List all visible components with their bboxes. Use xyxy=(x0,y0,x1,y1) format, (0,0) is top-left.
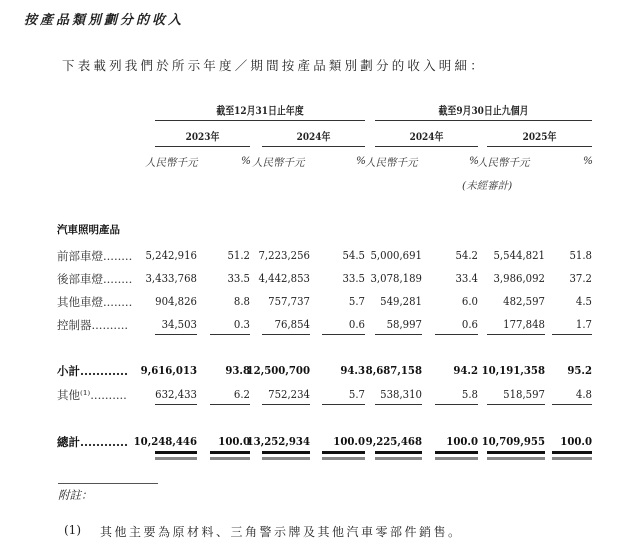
unit-percent: % xyxy=(356,155,366,167)
table-cell: 8.8 xyxy=(233,294,250,308)
table-cell: 5,544,821 xyxy=(493,248,545,262)
table-cell: 9,225,468 xyxy=(365,434,422,448)
table-cell: 1.7 xyxy=(575,317,592,331)
note-marker: (1) xyxy=(64,523,81,537)
total-double-rule xyxy=(210,451,250,457)
table-cell: 752,234 xyxy=(268,387,310,401)
table-cell: 51.2 xyxy=(227,248,250,262)
table-cell: 4,442,853 xyxy=(258,271,310,285)
total-double-rule xyxy=(435,451,478,457)
unaudited-note: (未經審計) xyxy=(462,180,513,192)
table-cell: 538,310 xyxy=(380,387,422,401)
year-header: 2024年 xyxy=(296,131,331,143)
table-cell: 4.5 xyxy=(575,294,592,308)
group-header-rule xyxy=(155,120,365,121)
table-cell: 94.3 xyxy=(340,363,365,377)
year-header-rule xyxy=(262,146,365,147)
subtotal-rule xyxy=(322,404,365,405)
table-cell: 6.2 xyxy=(233,387,250,401)
table-cell: 33.5 xyxy=(342,271,365,285)
table-cell: 5,000,691 xyxy=(370,248,422,262)
table-cell: 76,854 xyxy=(274,317,310,331)
intro-text: 下表載列我們於所示年度／期間按產品類別劃分的收入明細： xyxy=(62,58,486,73)
table-cell: 632,433 xyxy=(155,387,197,401)
row-label: 其他車燈........ xyxy=(57,295,133,309)
table-cell: 100.0 xyxy=(446,434,478,448)
row-label: 後部車燈........ xyxy=(57,272,133,286)
table-cell: 58,997 xyxy=(386,317,422,331)
year-header: 2023年 xyxy=(185,131,220,143)
table-cell: 93.8 xyxy=(225,363,250,377)
table-cell: 0.6 xyxy=(348,317,365,331)
total-double-rule xyxy=(375,451,422,457)
table-cell: 34,503 xyxy=(161,317,197,331)
total-double-rule xyxy=(155,451,197,457)
table-cell: 100.0 xyxy=(560,434,592,448)
table-cell: 0.3 xyxy=(233,317,250,331)
table-cell: 4.8 xyxy=(575,387,592,401)
subtotal-rule xyxy=(435,334,478,335)
total-double-rule xyxy=(552,451,592,457)
table-cell: 177,848 xyxy=(503,317,545,331)
total-double-rule xyxy=(322,451,365,457)
table-cell: 100.0 xyxy=(333,434,365,448)
subtotal-rule xyxy=(155,404,197,405)
subtotal-rule xyxy=(155,334,197,335)
table-cell: 54.2 xyxy=(455,248,478,262)
unit-percent: % xyxy=(241,155,251,167)
table-cell: 8,687,158 xyxy=(365,363,422,377)
subtotal-rule xyxy=(210,404,250,405)
subtotal-rule xyxy=(375,334,422,335)
total-double-rule xyxy=(262,451,310,457)
subtotal-rule xyxy=(262,334,310,335)
year-header-rule xyxy=(487,146,592,147)
table-cell: 7,223,256 xyxy=(258,248,310,262)
total-double-rule xyxy=(487,451,545,457)
table-cell: 33.4 xyxy=(455,271,478,285)
subtotal-rule xyxy=(375,404,422,405)
subtotal-rule xyxy=(552,334,592,335)
unit-amount: 人民幣千元 xyxy=(477,157,530,169)
table-cell: 94.2 xyxy=(453,363,478,377)
year-header-rule xyxy=(155,146,250,147)
table-cell: 5.7 xyxy=(348,387,365,401)
group-header-rule xyxy=(375,120,592,121)
year-header: 2025年 xyxy=(522,131,557,143)
unit-amount: 人民幣千元 xyxy=(252,157,305,169)
table-cell: 6.0 xyxy=(461,294,478,308)
table-cell: 5.8 xyxy=(461,387,478,401)
table-cell: 95.2 xyxy=(567,363,592,377)
table-cell: 482,597 xyxy=(503,294,545,308)
unit-percent: % xyxy=(583,155,593,167)
table-cell: 5,242,916 xyxy=(145,248,197,262)
row-label: 其他⁽¹⁾.......... xyxy=(57,388,127,402)
notes-heading: 附註： xyxy=(58,488,93,502)
year-header: 2024年 xyxy=(409,131,444,143)
section-title: 按產品類別劃分的收入 xyxy=(24,13,185,28)
table-cell: 10,709,955 xyxy=(481,434,545,448)
subtotal-rule xyxy=(487,404,545,405)
notes-divider xyxy=(58,483,158,484)
table-cell: 5.7 xyxy=(348,294,365,308)
table-cell: 37.2 xyxy=(569,271,592,285)
subtotal-rule xyxy=(210,334,250,335)
table-cell: 13,252,934 xyxy=(246,434,310,448)
table-cell: 757,737 xyxy=(268,294,310,308)
table-cell: 33.5 xyxy=(227,271,250,285)
table-cell: 3,078,189 xyxy=(370,271,422,285)
subtotal-rule xyxy=(552,404,592,405)
table-cell: 3,986,092 xyxy=(493,271,545,285)
section-heading: 汽車照明產品 xyxy=(57,224,120,236)
table-cell: 9,616,013 xyxy=(140,363,197,377)
unit-percent: % xyxy=(469,155,479,167)
group-header: 截至9月30日止九個月 xyxy=(438,105,529,117)
unit-amount: 人民幣千元 xyxy=(365,157,418,169)
table-cell: 10,248,446 xyxy=(133,434,197,448)
table-cell: 904,826 xyxy=(155,294,197,308)
row-label: 總計............ xyxy=(57,435,129,449)
table-cell: 100.0 xyxy=(218,434,250,448)
note-text: 其他主要為原材料、三角警示牌及其他汽車零部件銷售。 xyxy=(100,525,463,539)
subtotal-rule xyxy=(262,404,310,405)
table-cell: 518,597 xyxy=(503,387,545,401)
table-cell: 51.8 xyxy=(569,248,592,262)
subtotal-rule xyxy=(487,334,545,335)
group-header: 截至12月31日止年度 xyxy=(216,105,304,117)
subtotal-rule xyxy=(435,404,478,405)
row-label: 小計............ xyxy=(57,364,129,378)
subtotal-rule xyxy=(322,334,365,335)
table-cell: 549,281 xyxy=(380,294,422,308)
table-cell: 54.5 xyxy=(342,248,365,262)
table-cell: 3,433,768 xyxy=(145,271,197,285)
row-label: 前部車燈........ xyxy=(57,249,133,263)
unit-amount: 人民幣千元 xyxy=(145,157,198,169)
table-cell: 12,500,700 xyxy=(246,363,310,377)
row-label: 控制器.......... xyxy=(57,318,129,332)
table-cell: 10,191,358 xyxy=(481,363,545,377)
table-cell: 0.6 xyxy=(461,317,478,331)
year-header-rule xyxy=(375,146,478,147)
